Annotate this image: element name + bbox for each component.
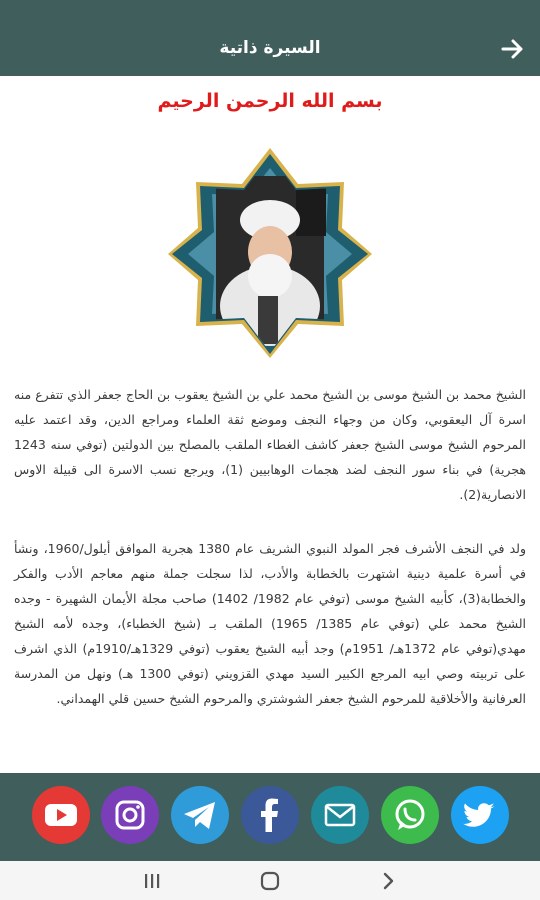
whatsapp-button[interactable] bbox=[381, 786, 439, 844]
twitter-icon bbox=[451, 786, 509, 844]
app-bar bbox=[0, 0, 540, 76]
twitter-button[interactable] bbox=[451, 786, 509, 844]
facebook-icon bbox=[241, 786, 299, 844]
youtube-icon bbox=[32, 786, 90, 844]
email-button[interactable] bbox=[311, 786, 369, 844]
basmala-heading: بسم الله الرحمن الرحيم bbox=[157, 90, 383, 112]
bio-paragraph-1: الشيخ محمد بن الشيخ موسى بن الشيخ محمد علي بن الشيخ يعقوب بن الحاج جعفر الذي تتفرع منه اسرة آل اليعقوبي، وكان من وجهاء النجف وموضع ثقة العلماء ومراجع الدين، وقد اعتمد عليه المرحوم الشيخ موسى الشيخ جعفر كاشف الغطاء الملقب بالمصلح بين الدولتين (توفي سنه 1243 هجرية) في بناء سور النجف لضد هجمات الوهابيين (1)، ويرجع نسب الاسرة الى قبيلة الاوس الانصارية(2). bbox=[14, 387, 526, 502]
telegram-icon bbox=[171, 786, 229, 844]
email-icon bbox=[311, 786, 369, 844]
bio-paragraph-2: ولد في النجف الأشرف فجر المولد النبوي الشريف عام 1380 هجرية الموافق أيلول/1960، ونشأ في أسرة علمية دينية اشتهرت بالخطابة والأدب، لذا سجلت جملة منهم معاجم الأدب والفكر والخطابة(3)، كأبيه الشيخ موسى (توفي عام 1982/ 1402) صاحب مجلة الأيمان الشهيرة - وجده الشيخ محمد علي (توفي عام 1385/ 1965) الملقب بـ (شيخ الخطباء)، وجده لأمه الشيخ مهدي(توفي عام 1372هـ/ 1951م) وجد أبيه الشيخ يعقوب (توفي 1329هـ/1910م) الذي اشرف على تربيته وصي ابيه المرجع الكبير السيد مهدي القزويني (توفي 1300 هـ) ونهل من المدرسة العرفانية والأخلاقية للمرحوم الشيخ جعفر الشوشتري والمرحوم الشيخ حسين قلي الهمداني. bbox=[14, 541, 527, 706]
social-bar bbox=[0, 773, 540, 861]
youtube-button[interactable] bbox=[32, 786, 90, 844]
system-nav-bar bbox=[0, 861, 540, 900]
arrow-back-icon[interactable] bbox=[500, 36, 526, 62]
home-icon[interactable] bbox=[258, 869, 282, 893]
page-title: السيرة ذاتية bbox=[219, 38, 321, 58]
telegram-button[interactable] bbox=[171, 786, 229, 844]
instagram-icon bbox=[101, 786, 159, 844]
facebook-button[interactable] bbox=[241, 786, 299, 844]
whatsapp-icon bbox=[381, 786, 439, 844]
sheikh-portrait bbox=[166, 146, 374, 360]
biography-content[interactable] bbox=[0, 76, 540, 773]
instagram-button[interactable] bbox=[101, 786, 159, 844]
recents-icon[interactable] bbox=[140, 869, 164, 893]
back-icon[interactable] bbox=[376, 869, 400, 893]
